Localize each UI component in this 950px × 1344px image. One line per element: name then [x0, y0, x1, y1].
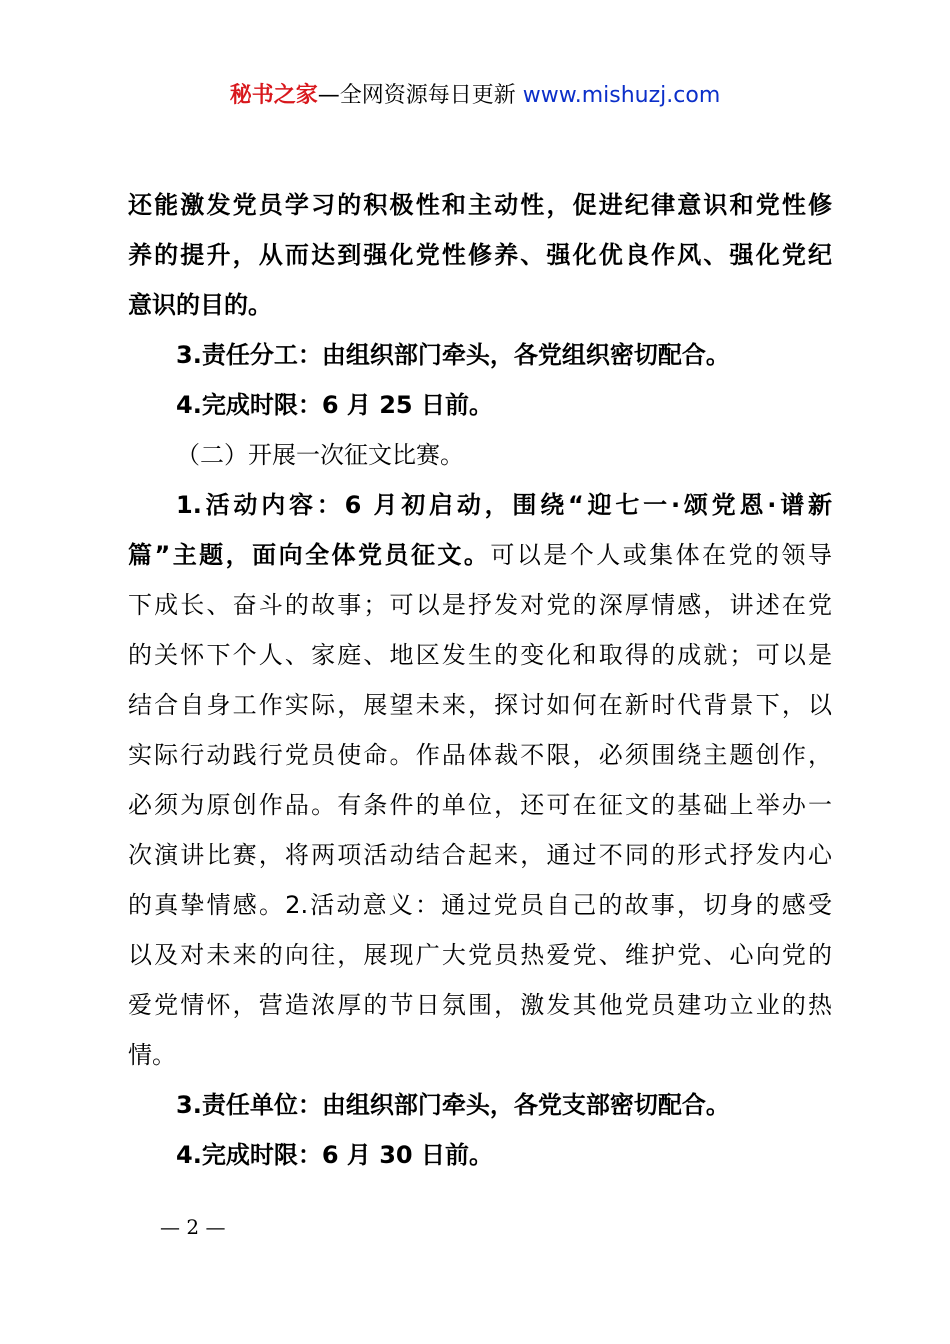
section-heading: （二）开展一次征文比赛。	[176, 441, 464, 469]
site-brand: 秘书之家	[229, 83, 318, 108]
activity-line: 1.活动内容：6 月初启动，围绕“迎七一·颂党恩·谱新	[176, 491, 832, 519]
activity-line: 的真挚情感。2.活动意义：通过党员自己的故事，切身的感受	[128, 891, 832, 919]
activity-theme-text: 篇”主题，面向全体党员征文。	[128, 541, 491, 569]
activity-line: 实际行动践行党员使命。作品体裁不限，必须围绕主题创作，	[128, 741, 832, 769]
activity-line: 结合自身工作实际，展望未来，探讨如何在新时代背景下，以	[128, 691, 832, 719]
deadline-line: 4.完成时限：6 月 30 日前。	[176, 1141, 493, 1169]
site-header	[0, 80, 950, 112]
document-body	[128, 180, 832, 1180]
activity-line: 下成长、奋斗的故事；可以是抒发对党的深厚情感，讲述在党	[128, 591, 832, 619]
activity-text: 可以是个人或集体在党的领导	[490, 541, 832, 569]
page-number: — 2 —	[160, 1215, 226, 1239]
activity-line: 爱党情怀，营造浓厚的节日氛围，激发其他党员建功立业的热	[128, 991, 832, 1019]
deadline-line: 4.完成时限：6 月 25 日前。	[176, 391, 493, 419]
activity-line: 次演讲比赛，将两项活动结合起来，通过不同的形式抒发内心	[128, 841, 832, 869]
paragraph-line: 养的提升，从而达到强化党性修养、强化优良作风、强化党纪	[128, 241, 832, 269]
paragraph-line: 意识的目的。	[128, 291, 272, 319]
activity-line: 的关怀下个人、家庭、地区发生的变化和取得的成就；可以是	[128, 641, 832, 669]
activity-line: 以及对未来的向往，展现广大党员热爱党、维护党、心向党的	[128, 941, 832, 969]
activity-line	[128, 530, 832, 580]
responsibility-line: 3.责任单位：由组织部门牵头，各党支部密切配合。	[176, 1091, 730, 1119]
site-tagline: —全网资源每日更新	[317, 83, 516, 108]
responsibility-line: 3.责任分工：由组织部门牵头，各党组织密切配合。	[176, 341, 730, 369]
site-url-link[interactable]: www.mishuzj.com	[522, 83, 721, 108]
activity-line: 情。	[128, 1041, 176, 1069]
paragraph-line: 还能激发党员学习的积极性和主动性，促进纪律意识和党性修	[128, 191, 832, 219]
activity-line: 必须为原创作品。有条件的单位，还可在征文的基础上举办一	[128, 791, 832, 819]
